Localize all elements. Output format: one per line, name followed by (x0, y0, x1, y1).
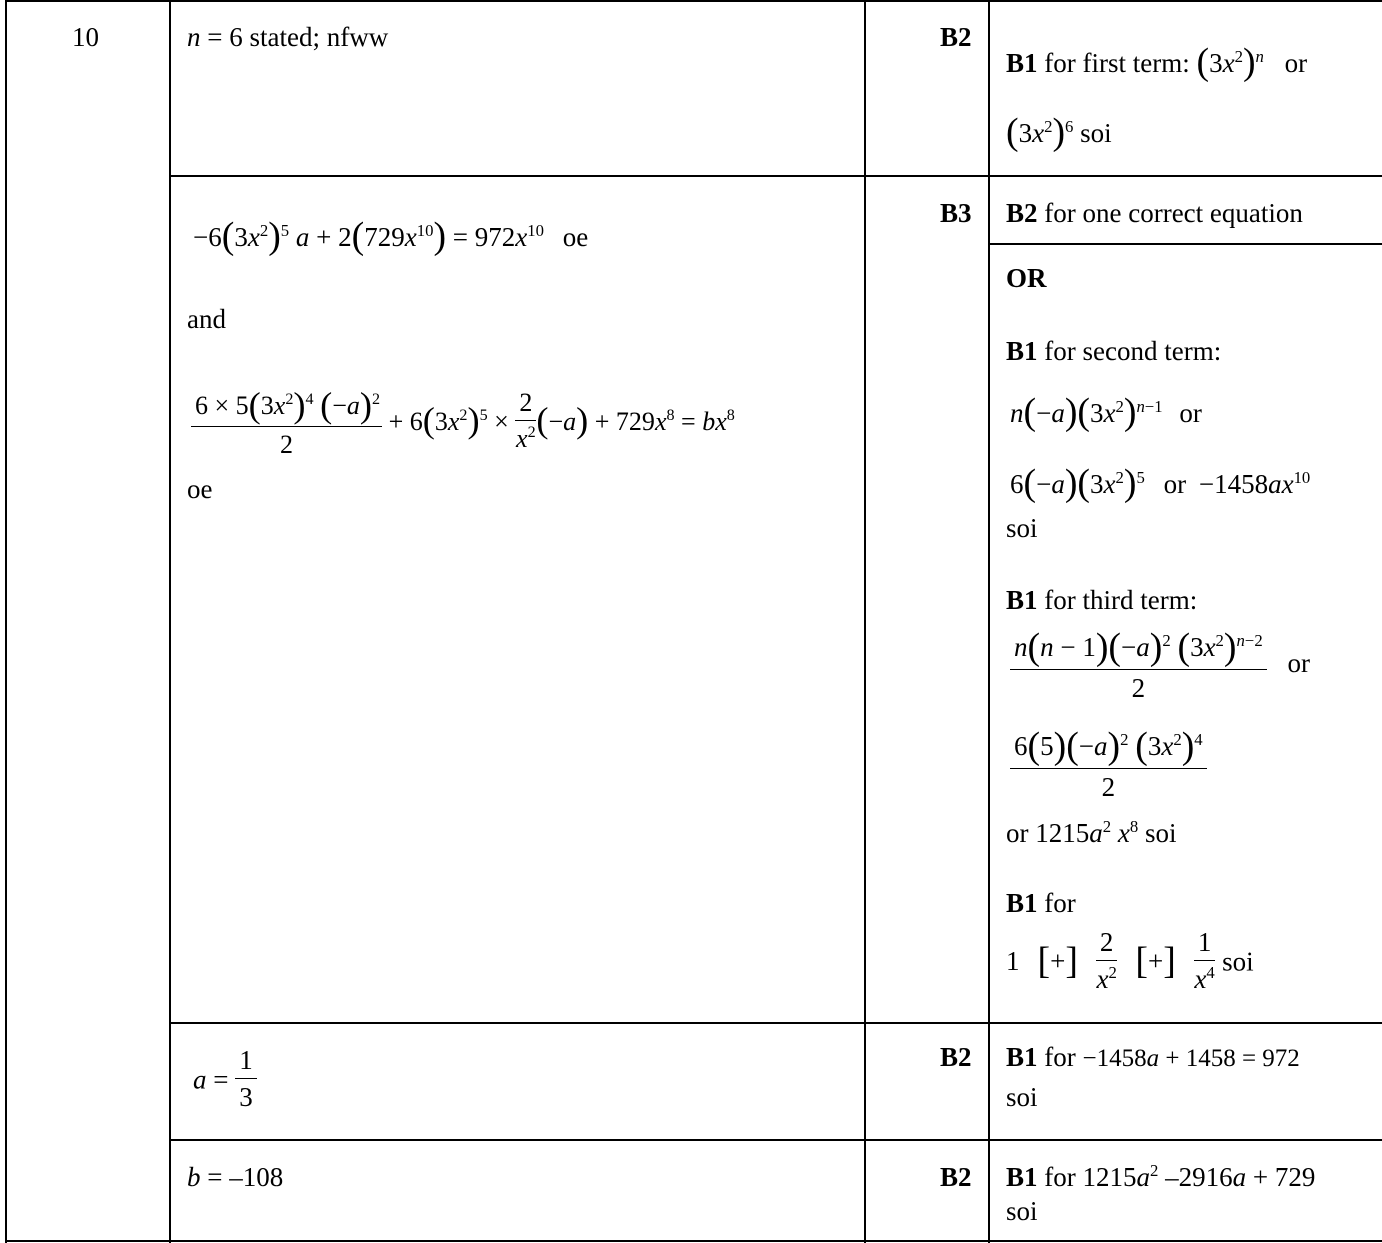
mark-b2: B2 (940, 1042, 972, 1072)
math-first-term-6: $(3x^2)^6$ (1006, 111, 1074, 154)
soi-text: soi (1215, 946, 1254, 977)
soi-text: soi (1006, 1082, 1038, 1112)
guidance-second-term-general (1010, 391, 1202, 434)
guidance-text: for (1037, 1042, 1083, 1072)
row-divider-1 (169, 175, 1382, 177)
guidance-one-correct-equation (1006, 200, 1303, 227)
b2-label: B2 (1006, 198, 1038, 228)
guidance-second-term (1006, 338, 1221, 365)
guidance-text-mid: –2916 (1158, 1162, 1233, 1192)
fraction-one-third: $\frac{1}{3}$ (235, 1045, 257, 1113)
column-divider-1 (169, 0, 171, 1243)
math-second-term-general: $n(-a)(3x^2)^{n-1}$ (1010, 391, 1163, 434)
var-a: a (193, 1064, 207, 1095)
var-b: b (187, 1162, 201, 1192)
column-divider-2 (864, 0, 866, 1243)
oe-text-2: oe (187, 474, 213, 504)
b1-label: B1 (1006, 585, 1038, 615)
answer-equation-1 (193, 215, 589, 258)
var-n: n (187, 22, 201, 52)
or-1215-text: or 1215 (1006, 818, 1090, 848)
math-a-equation: −1458a + 1458 = 972 (1082, 1045, 1300, 1072)
guidance-first-term-6 (1006, 111, 1112, 154)
b1-label: B1 (1006, 1162, 1038, 1192)
and-text: and (187, 304, 226, 334)
guidance-second-term-specific (1010, 462, 1311, 505)
guidance-third-term (1006, 587, 1197, 614)
guidance-fourth (1006, 890, 1076, 917)
b1-label: B1 (1006, 1042, 1038, 1072)
fraction-2-over-x2: $\frac{2}{x^2}$ (516, 388, 536, 454)
b1-label: B1 (1006, 336, 1038, 366)
mark-b2: B2 (940, 22, 972, 52)
guidance-text: for first term: (1037, 48, 1197, 78)
fraction-third-term-specific: $\frac{6(5)(-a)^2 (3x^2)^4}{2}$ (1010, 722, 1207, 803)
table-border-bottom (5, 1240, 1382, 1242)
guidance-divider (988, 243, 1382, 245)
or-text: or (1287, 648, 1310, 679)
fraction-binomial: $\frac{6 \times 5(3x^2)^4 (-a)^2}{2}$ (191, 382, 382, 460)
guidance-series-expression (1006, 927, 1254, 998)
mark-b3: B3 (940, 198, 972, 228)
math-series: 1 [+] $\frac{2}{x^2}$ [+] $\frac{1}{x^4}$ (1006, 927, 1215, 995)
answer-b-value (187, 1164, 283, 1191)
guidance-b-expression: B1 for $1215a^2$ –2916a + 729 (1006, 1160, 1316, 1192)
guidance-a-equation (1006, 1044, 1300, 1071)
table-border-left (5, 0, 7, 1243)
answer-n-stated (187, 24, 388, 51)
guidance-third-term-general (1010, 626, 1310, 707)
or-heading: OR (1006, 263, 1047, 293)
mark-b2: B2 (940, 1162, 972, 1192)
or-text: or (1163, 469, 1187, 499)
answer-a-value: a = $\frac{1}{3}$ (193, 1048, 257, 1116)
row-divider-3 (169, 1139, 1382, 1141)
row-divider-2 (169, 1022, 1382, 1024)
guidance-text: for (1037, 888, 1076, 918)
or-text: or (1284, 48, 1308, 78)
guidance-text: for 1215 (1037, 1162, 1137, 1192)
guidance-first-term (1006, 41, 1308, 84)
guidance-text: for third term: (1037, 585, 1198, 615)
answer-equation-2: $\frac{6 \times 5(3x^2)^4 (-a)^2}{2}$ + $6(3x^2)^5$ × $\frac{2}{x^2}$ $(-a) + 729x^8 = bx^8$ (191, 385, 735, 463)
soi-text: soi (1006, 1196, 1038, 1226)
soi-text: soi (1138, 818, 1177, 848)
answer-text: = 6 stated; nfww (200, 22, 389, 52)
guidance-text: for second term: (1037, 336, 1222, 366)
soi-text: soi (1073, 118, 1112, 148)
guidance-third-term-specific (1010, 725, 1207, 806)
math-second-term-specific: $6(-a)(3x^2)^5$ (1010, 462, 1145, 505)
math-second-term-value: $-1458ax^{10}$ (1198, 467, 1311, 499)
math-first-term-n: $(3x^2)^n$ (1196, 41, 1264, 84)
b1-label: B1 (1006, 888, 1038, 918)
or-text: or (1179, 398, 1202, 428)
table-border-top (5, 0, 1382, 2)
guidance-text: for one correct equation (1037, 198, 1303, 228)
answer-text: = –108 (200, 1162, 284, 1192)
fraction-third-term-general: $\frac{n(n - 1)(-a)^2 (3x^2)^{n-2}}{2}$ (1010, 623, 1267, 704)
question-number: 10 (72, 22, 99, 52)
soi-text: soi (1006, 513, 1038, 543)
guidance-text-end: + 729 (1246, 1162, 1316, 1192)
oe-text: oe (562, 222, 589, 252)
b1-label: B1 (1006, 48, 1038, 78)
column-divider-3 (988, 0, 990, 1243)
guidance-third-term-value: or $1215a^2$ $x^8$ soi (1006, 816, 1177, 848)
math-equation-1: $-6(3x^2)^5$ $a + 2(729x^{10}) = 972x^{10}$ (193, 215, 544, 258)
